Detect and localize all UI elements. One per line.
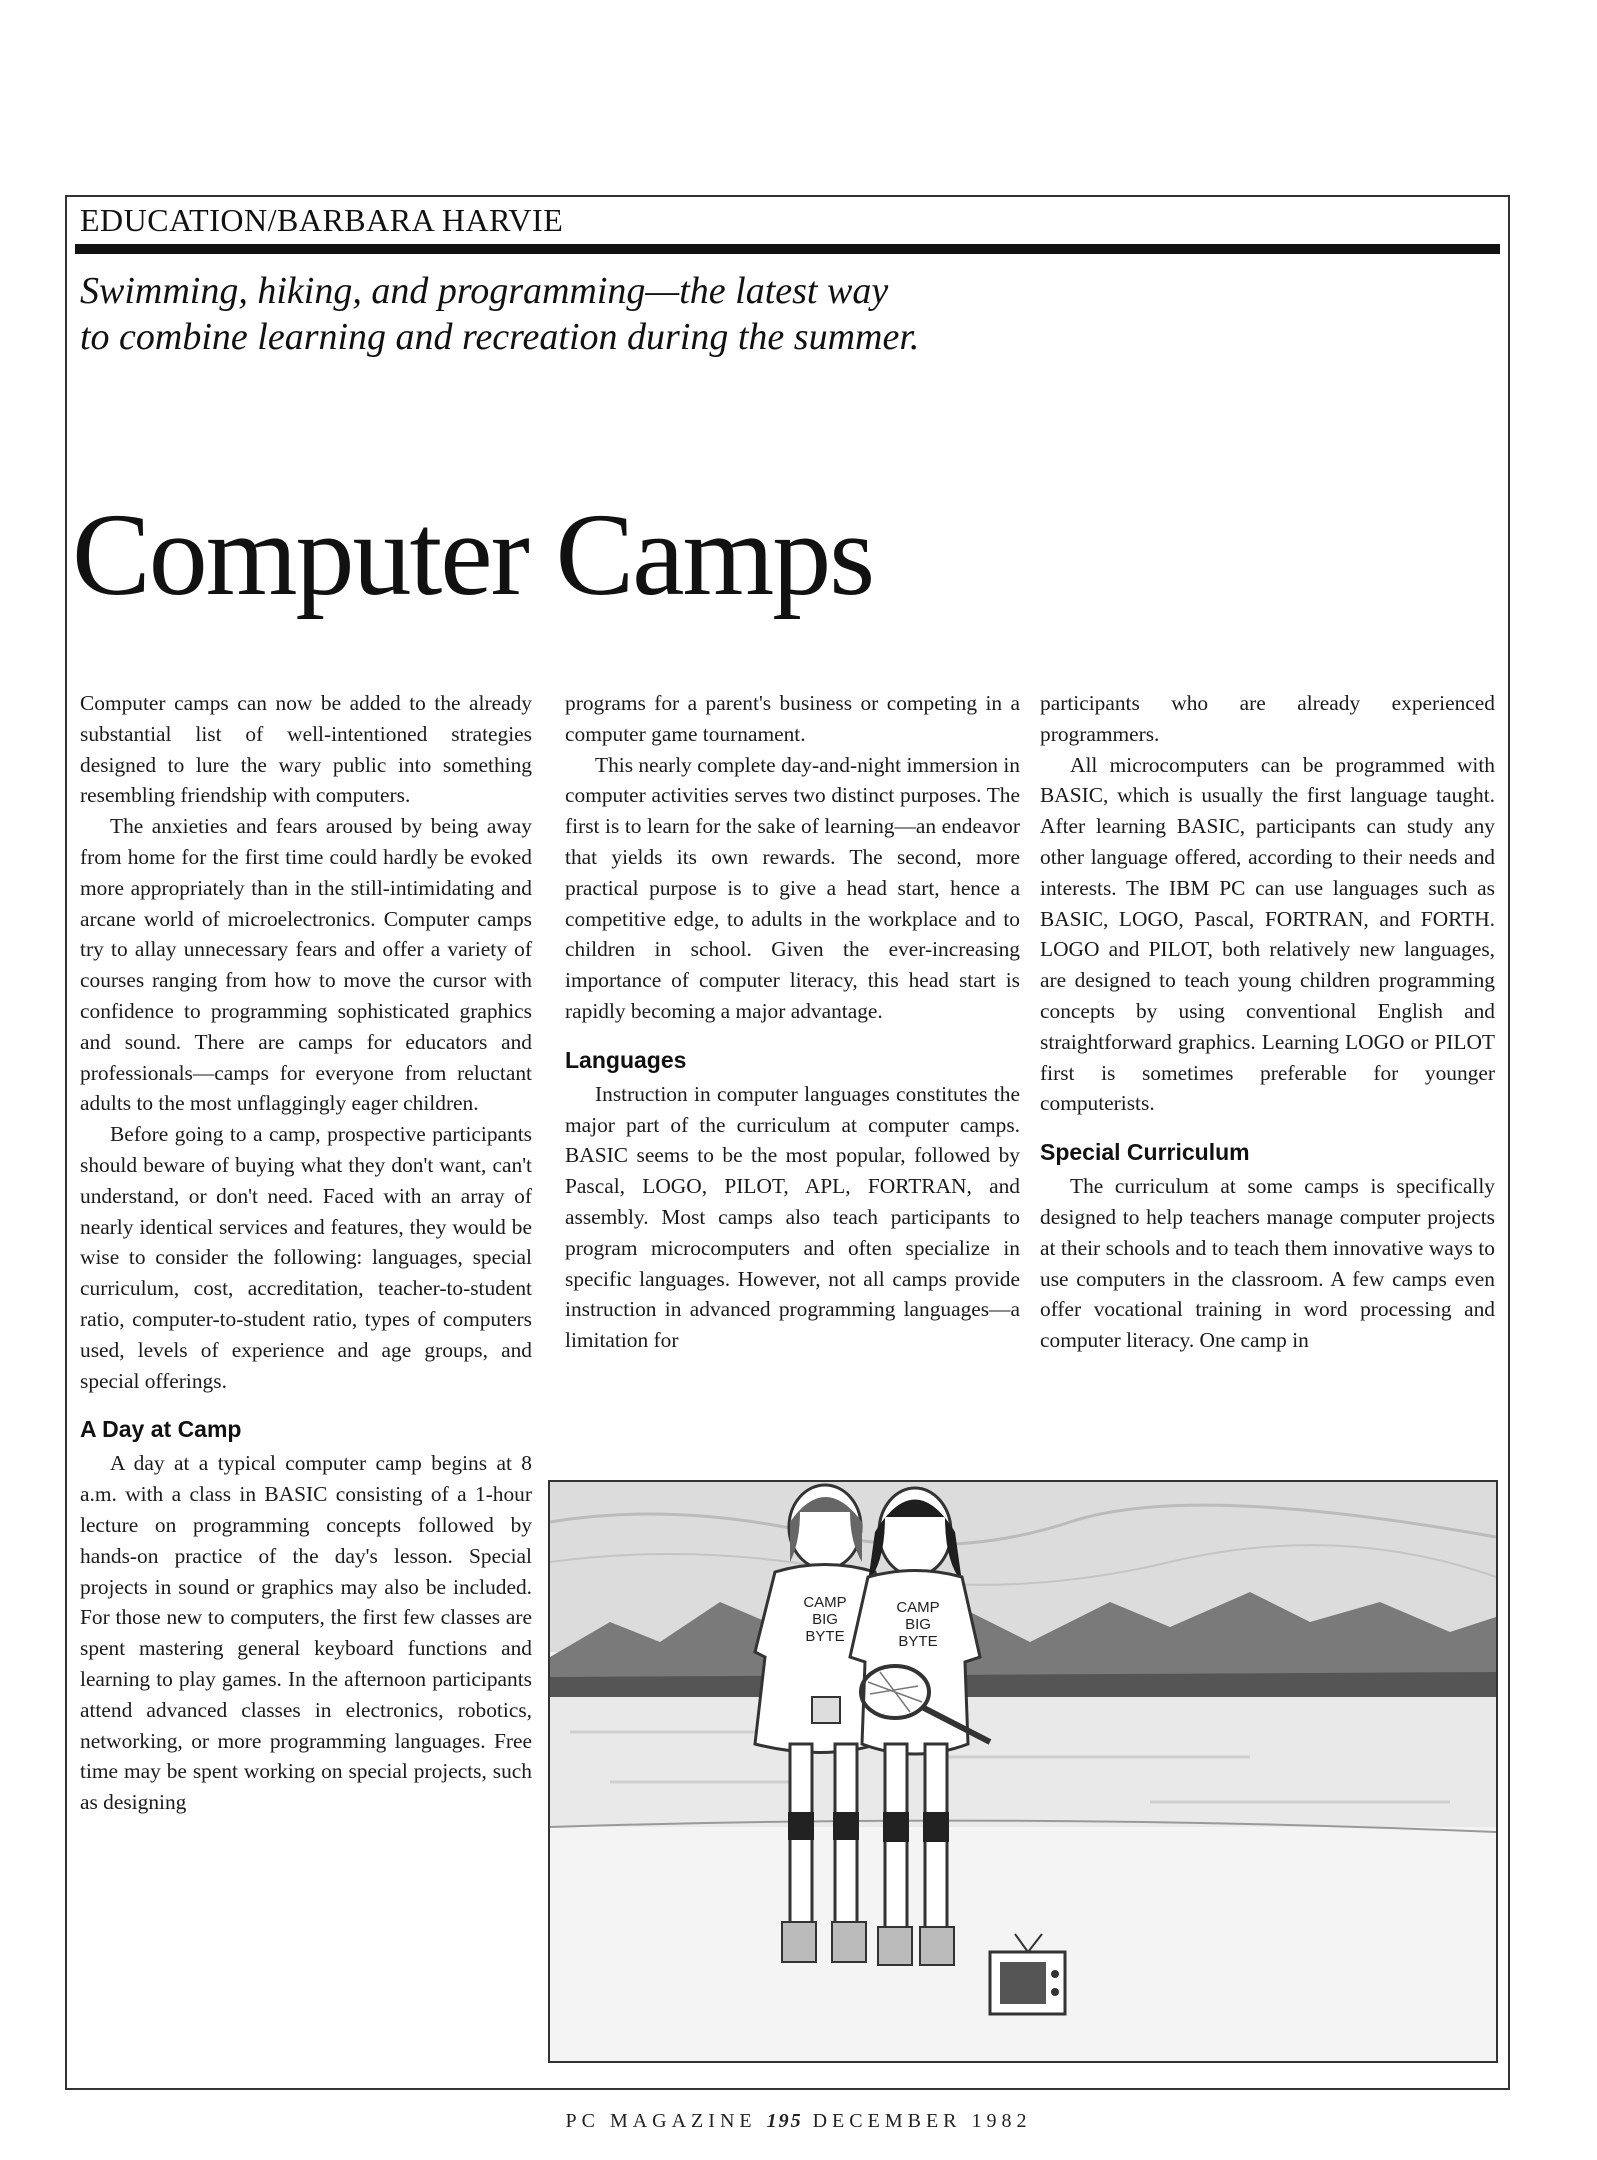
page-number: 195 <box>766 2110 803 2132</box>
header-rule <box>75 244 1500 254</box>
shirt-text: CAMP <box>896 1599 940 1616</box>
illustration-drawing <box>550 1482 1496 2061</box>
subhead-special-curriculum: Special Curriculum <box>1040 1139 1250 1166</box>
section-label: EDUCATION/BARBARA HARVIE <box>80 202 564 238</box>
paragraph: A day at a typical computer camp begins at 8 a.m. with a class in BASIC consisting of a 1-hour lecture on programming concepts followed by hands-on practice of the day's lesson. Special projects in sound or graphics may also be included. For those new to computers, the first few classes are spent mastering general keyboard functions and learning to play games. In the afternoon participants attend advanced classes in electronics, robotics, networking, or more programming languages. Free time may be spent working on special projects, such as designing <box>80 1451 532 1815</box>
column-1 <box>80 688 532 1818</box>
shirt-text: BIG <box>812 1611 838 1628</box>
shirt-text: BYTE <box>898 1633 938 1650</box>
shirt-text: BIG <box>905 1616 931 1633</box>
column-2 <box>565 688 1020 1356</box>
magazine-name: PC MAGAZINE <box>565 2110 757 2132</box>
column-3 <box>1040 688 1495 1356</box>
paragraph: Before going to a camp, prospective participants should beware of buying what they don't want, can't understand, or don't need. Faced with an array of nearly identical services and features, they would be wise to consider the following: languages, special curriculum, cost, accreditation, teacher-to-student ratio, computer-to-student ratio, types of computers used, levels of experience and age groups, and special offerings. <box>80 1122 532 1393</box>
paragraph: This nearly complete day-and-night immersion in computer activities serves two distinct purposes. The first is to learn for the sake of learning—an endeavor that yields its own rewards. The second, more practical purpose is to give a head start, hence a competitive edge, to adults in the workplace and to children in school. Given the ever-increasing importance of computer literacy, this head start is rapidly becoming a major advantage. <box>565 752 1020 1023</box>
article-title: Computer Camps <box>72 489 874 620</box>
camp-illustration <box>548 1480 1498 2063</box>
paragraph: Instruction in computer languages constitutes the major part of the curriculum at computer camps. BASIC seems to be the most popular, followed by Pascal, LOGO, PILOT, APL, FORTRAN, and assembly. Most camps also teach participants to program microcomputers and often specialize in specific languages. However, not all camps provide instruction in advanced programming languages—a limitation for <box>565 1081 1020 1353</box>
paragraph: All microcomputers can be programmed with BASIC, which is usually the first language taught. After learning BASIC, participants can study any other language offered, according to their needs and interests. The IBM PC can use languages such as BASIC, LOGO, Pascal, FORTRAN, and FORTH. LOGO and PILOT, both relatively new languages, are designed to teach young children programming concepts by using conventional English and straightforward graphics. Learning LOGO or PILOT first is sometimes preferable for younger computerists. <box>1040 752 1495 1116</box>
subhead-a-day-at-camp: A Day at Camp <box>80 1416 242 1443</box>
deck <box>80 268 1080 360</box>
issue-date: DECEMBER 1982 <box>812 2110 1032 2132</box>
paragraph: programs for a parent's business or competing in a computer game tournament. <box>565 691 1020 746</box>
paragraph: participants who are already experienced programmers. <box>1040 691 1495 746</box>
shirt-text: CAMP <box>803 1594 847 1611</box>
paragraph: Computer camps can now be added to the already substantial list of well-intentioned strategies designed to lure the wary public into something resembling friendship with computers. <box>80 691 532 808</box>
deck-line-1: Swimming, hiking, and programming—the latest way <box>80 270 889 312</box>
subhead-languages: Languages <box>565 1046 687 1073</box>
paragraph: The curriculum at some camps is specifically designed to help teachers manage computer projects at their schools and to teach them innovative ways to use computers in the classroom. A few camps even offer vocational training in word processing and computer literacy. One camp in <box>1040 1174 1495 1353</box>
page-footer <box>0 2110 1597 2133</box>
paragraph: The anxieties and fears aroused by being away from home for the first time could hardly be evoked more appropriately than in the still-intimidating and arcane world of microelectronics. Computer camps try to allay unnecessary fears and offer a variety of courses ranging from how to move the cursor with confidence to programming sophisticated graphics and sound. There are camps for educators and professionals—camps for everyone from reluctant adults to the most unflaggingly eager children. <box>80 814 532 1116</box>
shirt-text: BYTE <box>805 1628 845 1645</box>
deck-line-2: to combine learning and recreation during the summer. <box>80 316 920 358</box>
